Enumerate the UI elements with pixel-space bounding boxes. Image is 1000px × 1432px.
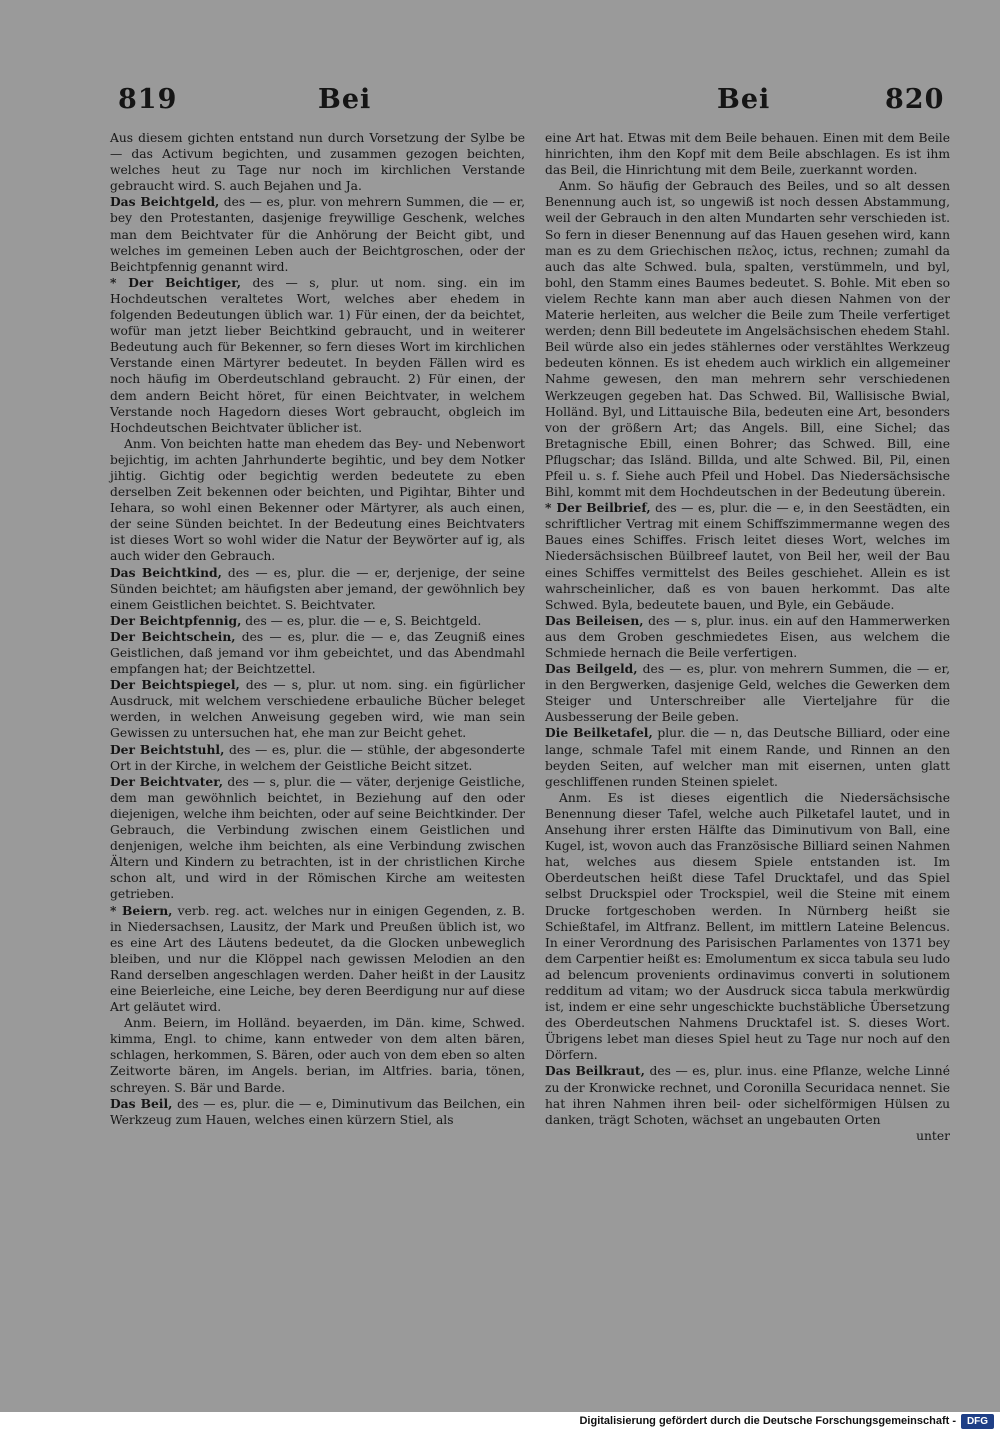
annotation-paragraph [545, 178, 950, 500]
entry-text: des — s, plur. inus. ein auf den Hammerwerken aus dem Groben geschmiedetes Eisen, aus welchem die Schmiede hernach die Beile verfertigen. [545, 613, 951, 660]
entry-text: Anm. So häufig der Gebrauch des Beiles, und so alt dessen Benennung auch ist, so ungewiß ist noch dessen Abstammung, weil der Gebrauch in den alten Mundarten sehr verschieden ist. So fern in dieser Benennung auf das Hauen gesehen wird, kann man es zu dem Griechischen πελος, ictus, rechnen; zumahl da auch das alte Schwed. bula, spalten, verstümmeln, und byl, bohl, den Stamm eines Baumes bedeutet. S. Bohle. Mit eben so vielem Rechte kann man aber auch diesen Nahmen von der Materie herleiten, aus welcher die Beile zum Theile verfertiget werden; denn Bill bedeutete im Angelsächsischen ehedem Stahl. Beil würde also ein jedes stählernes oder verstähltes Werkzeug bedeuten können. Es ist ehedem auch wirklich ein allgemeiner Nahme gewesen, den man mehrern sehr verschiedenen Werkzeugen gegeben hat. Das Schwed. Bil, Wallisische Bwial, Holländ. Byl, und Littauische Bila, bedeuten eine Art, besonders von der größern Art; das Angels. Bill, eine Sichel; das Bretagnische Ebill, einen Bohrer; das Schwed. Bill, eine Pflugschar; das Isländ. Billda, und alte Schwed. Bil, Pil, einen Pfeil u. s. f. Siehe auch Pfeil und Hobel. Das Niedersächsische Bihl, kommt mit dem Hochdeutschen in der Bedeutung überein. [545, 179, 950, 500]
entry-text: des — es, plur. die — e, Diminutivum das Beilchen, ein Werkzeug zum Hauen, welches einen kürzern Stiel, als [110, 1096, 525, 1127]
entry-headword: Das Beilkraut, [545, 1063, 645, 1079]
entry-text: des — es, plur. von mehrern Summen, die — er, bey den Protestanten, dasjenige freywillige Geschenk, welches man dem Beichtvater für die Anhörung der Beicht gibt, und welches im gemeinen Leben auch der Beichtgroschen, oder der Beichtpfennig genannt wird. [110, 195, 525, 274]
entry-text: Anm. Beiern, im Holländ. beyaerden, im Dän. kime, Schwed. kimma, Engl. to chime, kann entweder von dem alten bären, schlagen, herkommen, S. Bären, oder auch von dem eben so alten Zeitworte bären, im Angels. berian, im Altfries. baria, tönen, schreyen. S. Bär und Barde. [110, 1016, 525, 1095]
running-head-left: Bei [318, 84, 372, 115]
right-column [545, 130, 950, 1144]
continued-text [545, 130, 950, 178]
entry-text: des — s, plur. ut nom. sing. ein im Hochdeutschen veraltetes Wort, welches aber ehedem in folgenden Bedeutungen üblich war. 1) Für einen, der da beichtet, wofür man jetzt lieber Beichtkind gebraucht, und in weiterer Bedeutung auch für Bekenner, so fern dieses Wort im kirchlichen Verstande einen Märtyrer bedeutet. In beyden Fällen wird es noch häufig im Oberdeutschland gebraucht. 2) Für einen, der dem andern Beicht höret, für einen Beichtvater, in welchem Verstande noch Hagedorn dieses Wort gebraucht, obgleich im Hochdeutschen Beichtvater üblicher ist. [110, 275, 525, 435]
page-number-left: 819 [118, 84, 178, 115]
dictionary-entry [545, 725, 950, 789]
annotation-paragraph [110, 1015, 525, 1095]
entry-headword: * Der Beilbrief, [545, 500, 651, 516]
continued-text [545, 1128, 950, 1144]
dictionary-entry [110, 742, 525, 774]
entry-text: eine Art hat. Etwas mit dem Beile behauen. Einen mit dem Beile hinrichten, ihm den Kopf mit dem Beile abschlagen. Es ist ihm das Beil, die Hinrichtung mit dem Beile, zuerkannt worden. [545, 131, 950, 178]
entry-text: des — es, plur. die — e, S. Beichtgeld. [241, 613, 482, 628]
entry-text: des — es, plur. die — stühle, der abgesonderte Ort in der Kirche, in welchem der Geistliche Beicht sitzet. [110, 742, 525, 773]
entry-text: verb. reg. act. welches nur in einigen Gegenden, z. B. in Niedersachsen, Lausitz, der Mark und Preußen üblich ist, wo es eine Art des Läutens bedeutet, da die Glocken unbeweglich bleiben, und nur die Klöppel nach gewissen Melodien an den Rand derselben angeschlagen werden. Daher heißt in der Lausitz eine Beierleiche, eine Leiche, bey deren Beerdigung nur auf diese Art geläutet wird. [110, 903, 525, 1015]
dictionary-entry [545, 613, 950, 661]
dictionary-entry [545, 500, 950, 613]
entry-text: des — es, plur. die — er, derjenige, der seine Sünden beichtet; am häufigsten aber jemand, der gewöhnlich bey einem Geistlichen beichtet. S. Beichtvater. [110, 565, 525, 612]
entry-headword: Das Beichtkind, [110, 564, 222, 580]
running-head-right: Bei [717, 84, 771, 115]
annotation-paragraph [545, 790, 950, 1064]
entry-headword: Das Beilgeld, [545, 661, 638, 677]
dictionary-entry [110, 903, 525, 1016]
entry-text: des — es, plur. inus. eine Pflanze, welche Linné zu der Kronwicke rechnet, und Coronilla Securidaca nennet. Sie hat ihren Nahmen ihren beil- oder sichelförmigen Hülsen zu danken, trägt Schoten, wächset an ungebauten Orten [545, 1064, 951, 1127]
entry-headword: Das Beil, [110, 1095, 173, 1111]
dictionary-entry [110, 774, 525, 903]
dictionary-entry [110, 629, 525, 677]
dictionary-entry [110, 565, 525, 613]
left-column [110, 130, 525, 1128]
dictionary-entry [110, 1096, 525, 1128]
entry-text: Anm. Es ist dieses eigentlich die Niedersächsische Benennung dieser Tafel, welche auch Pilketafel lautet, und in Ansehung ihrer ersten Hälfte das Diminutivum von Ball, eine Kugel, ist, wovon auch das Französische Billiard seinen Nahmen hat, welches aus diesem Spiele entstanden ist. Im Oberdeutschen heißt diese Tafel Drucktafel, und das Spiel selbst Druckspiel oder Trockspiel, weil die Steine mit einem Drucke fortgeschoben werden. In Nürnberg heißt sie Schießtafel, im Altfranz. Bellent, im mittlern Lateine Belencus. In einer Verordnung des Parisischen Parlamentes von 1371 bey dem Carpentier heißt es: Emolumentum ex sicca tabula seu ludo ad belencum provenients ordinavimus converti in solutionem redditum ad vitam; wo der Ausdruck sicca tabula merkwürdig ist, indem er eine sehr ungeschickte buchstäbliche Übersetzung des Oberdeutschen Nahmens Drucktafel ist. S. dieses Wort. Übrigens lebet man dieses Spiel heut zu Tage nur noch auf den Dörfern. [545, 790, 950, 1063]
entry-headword: * Der Beichtiger, [110, 274, 242, 290]
dictionary-entry [545, 1063, 950, 1127]
entry-text: unter [916, 1128, 950, 1143]
entry-text: Aus diesem gichten entstand nun durch Vorsetzung der Sylbe be— das Activum begichten, und zusammen gezogen beichten, welches heut zu Tage nur noch im kirchlichen Verstande gebraucht wird. S. auch Bejahen und Ja. [110, 131, 525, 194]
entry-headword: Der Beichtvater, [110, 773, 224, 789]
dictionary-entry [110, 275, 525, 436]
dictionary-entry [110, 613, 525, 629]
entry-text: des — s, plur. ut nom. sing. ein figürlicher Ausdruck, mit welchem verschiedene erbauliche Bücher beleget werden, in welchen Anweisung gegeben wird, wie man sein Gewissen zu untersuchen hat, ehe man zur Beicht gehet. [110, 678, 526, 741]
annotation-paragraph [110, 436, 525, 565]
entry-headword: Das Beileisen, [545, 612, 644, 628]
entry-headword: * Beiern, [110, 902, 173, 918]
dictionary-entry [110, 194, 525, 274]
entry-headword: Die Beilketafel, [545, 725, 653, 741]
entry-text: Anm. Von beichten hatte man ehedem das Bey- und Nebenwort bejichtig, im achten Jahrhunderte begihtic, und bey dem Notker jihtig. Gichtig oder begichtig werden bedeutete zu eben derselben Zeit bekennen oder beichten, und Pigihtar, Bihter und Iehara, so wohl einen Bekenner oder Märtyrer, als auch einen, der seine Sünden beichtet. In der Bedeutung eines Beichtvaters ist dieses Wort so wohl wider die Natur der Beywörter auf ig, als auch wider den Gebrauch. [110, 436, 525, 564]
entry-headword: Der Beichtstuhl, [110, 741, 225, 757]
page-number-right: 820 [885, 84, 945, 115]
dfg-logo: DFG [961, 1414, 994, 1429]
dictionary-entry [545, 661, 950, 725]
footer-bar [0, 1412, 1000, 1432]
entry-text: des — s, plur. die — väter, derjenige Geistliche, dem man gewöhnlich beichtet, in Beziehung auf den oder diejenigen, welche ihm beichten, oder auf seine Beichtkinder. Der Gebrauch, die Verbindung zwischen einem Geistlichen und denjenigen, welche ihm beichten, als eine Verbindung zwischen Ältern und Kindern zu betrachten, ist in der christlichen Kirche schon alt, und wird in der Römischen Kirche am weitesten getrieben. [110, 774, 526, 902]
entry-headword: Der Beichtspiegel, [110, 677, 240, 693]
entry-text: des — es, plur. von mehrern Summen, die — er, in den Bergwerken, dasjenige Geld, welches die Gewerken dem Steiger und Unterschreiber alle Vierteljahre für die Ausbesserung der Beile geben. [545, 662, 950, 725]
entry-text: plur. die — n, das Deutsche Billiard, oder eine lange, schmale Tafel mit einem Rande, und Rinnen an den beyden Seiten, auf welcher man mit eisernen, unten glatt geschliffenen runden Steinen spielet. [545, 726, 950, 789]
entry-text: des — es, plur. die — e, das Zeugniß eines Geistlichen, daß jemand vor ihm gebeichtet, und das Abendmahl empfangen hat; der Beichtzettel. [110, 629, 525, 677]
entry-text: des — es, plur. die — e, in den Seestädten, ein schriftlicher Vertrag mit einem Schiffszimmermanne wegen des Baues eines Schiffes. Frisch leitet dieses Wort, welches im Niedersächsischen Büilbreef lautet, von Beil her, weil der Bau eines Schiffes vermittelst des Beiles geschiehet. Allein es ist wahrscheinlicher, daß es von bauen herkommt. Das alte Schwed. Byla, bedeutete bauen, und Byle, ein Gebäude. [545, 501, 950, 612]
entry-headword: Der Beichtschein, [110, 628, 236, 644]
funding-notice: Digitalisierung gefördert durch die Deutsche Forschungsgemeinschaft - [579, 1415, 956, 1427]
continued-text [110, 130, 525, 194]
entry-headword: Der Beichtpfennig, [110, 612, 242, 628]
dictionary-entry [110, 677, 525, 741]
entry-headword: Das Beichtgeld, [110, 194, 220, 210]
